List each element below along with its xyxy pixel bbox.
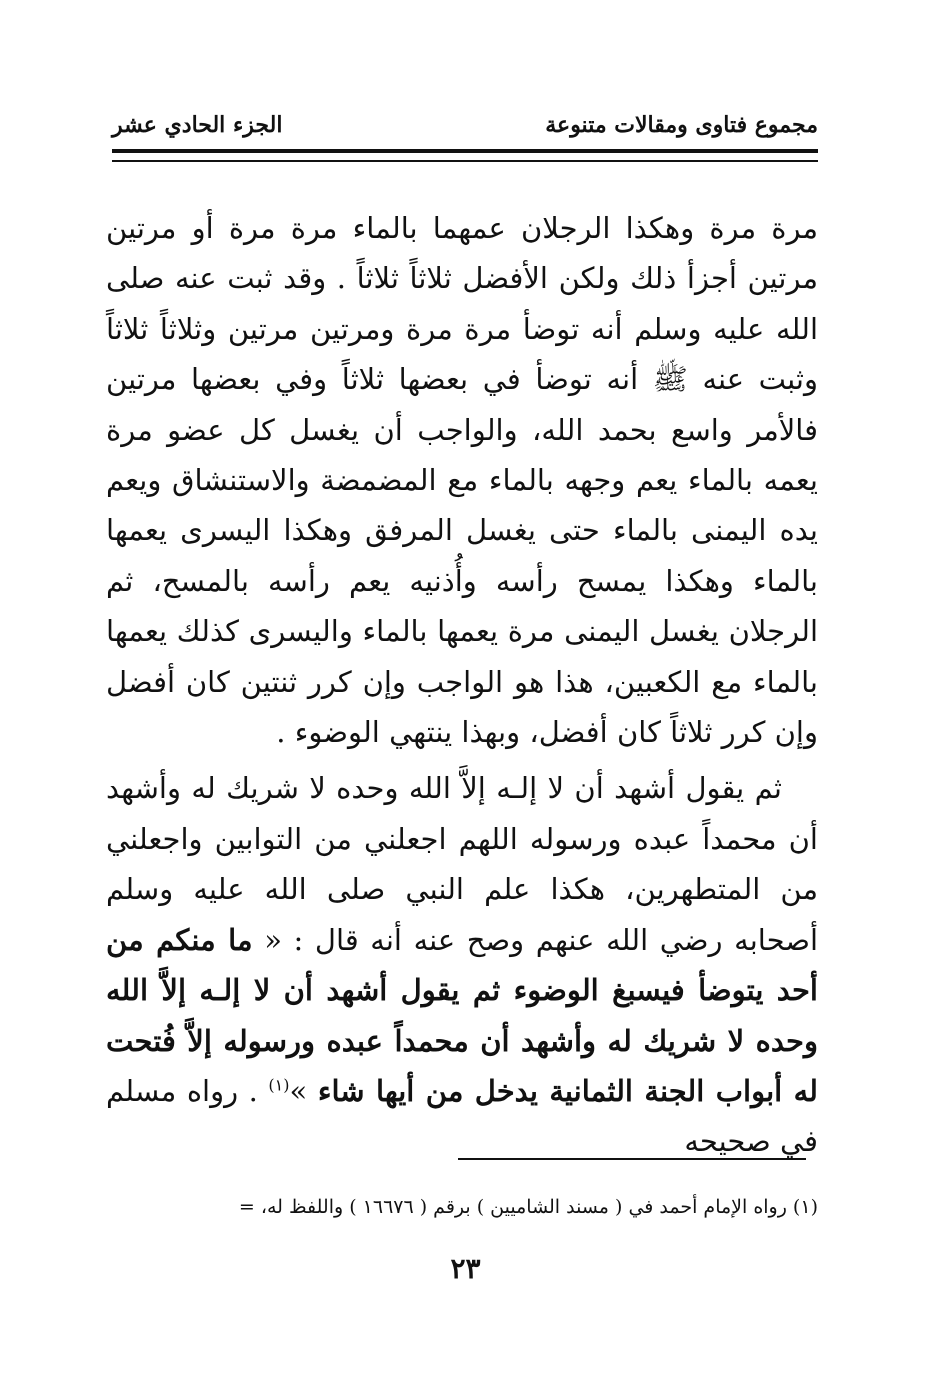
paragraph-2-end: . رواه مسلم في صحيحه	[106, 1073, 818, 1159]
paragraph-2	[106, 763, 818, 1166]
quote-close: »	[289, 1073, 318, 1108]
hadith-quote: ما منكم من أحد يتوضأ فيسبغ الوضوء ثم يقول أشهد أن لا إلـه إلاَّ الله وحده لا شريك له وأشهد أن محمداً عبده ورسوله إلاَّ فُتحت له أبواب الجنة الثمانية يدخل من أيها شاء	[106, 922, 819, 1108]
footnote-separator	[458, 1158, 806, 1160]
header-rule-thin	[112, 160, 818, 162]
header-rule-thick	[112, 149, 818, 153]
footnote: (١) رواه الإمام أحمد في ( مسند الشاميين ) برقم ( ١٦٦٧٦ ) واللفظ له، =	[238, 1196, 818, 1218]
volume-label: الجزء الحادي عشر	[112, 112, 283, 138]
footnote-marker: (١)	[268, 1075, 290, 1095]
paragraph-2-intro: ثم يقول أشهد أن لا إلـه إلاَّ الله وحده لا شريك له وأشهد أن محمداً عبده ورسوله اللهم اجعلني من التوابين واجعلني من المتطهرين، هكذا علم النبي صلى الله عليه وسلم أصحابه رضي الله عنهم وصح عنه أنه قال : «	[106, 771, 819, 957]
book-title: مجموع فتاوى ومقالات متنوعة	[545, 112, 818, 138]
page-number: ٢٣	[450, 1252, 481, 1285]
paragraph-1: مرة مرة وهكذا الرجلان عمهما بالماء مرة مرة أو مرتين مرتين أجزأ ذلك ولكن الأفضل ثلاثاً ثلاثاً . وقد ثبت عنه صلى الله عليه وسلم أنه توضأ مرة مرة ومرتين مرتين وثلاثاً ثلاثاً وثبت عنه ﷺ أنه توضأ في بعضها ثلاثاً وفي بعضها مرتين فالأمر واسع بحمد الله، والواجب أن يغسل كل عضو مرة يعمه بالماء يعم وجهه بالماء مع المضمضة والاستنشاق ويعم يده اليمنى بالماء حتى يغسل المرفق وهكذا اليسرى يعمها بالماء وهكذا يمسح رأسه وأُذنيه يعم رأسه بالمسح، ثم الرجلان يغسل اليمنى مرة يعمها بالماء واليسرى كذلك يعمها بالماء مع الكعبين، هذا هو الواجب وإن كرر ثنتين كان أفضل وإن كرر ثلاثاً كان أفضل، وبهذا ينتهي الوضوء .	[106, 211, 818, 750]
page-header	[112, 112, 818, 154]
main-text	[106, 203, 818, 1167]
